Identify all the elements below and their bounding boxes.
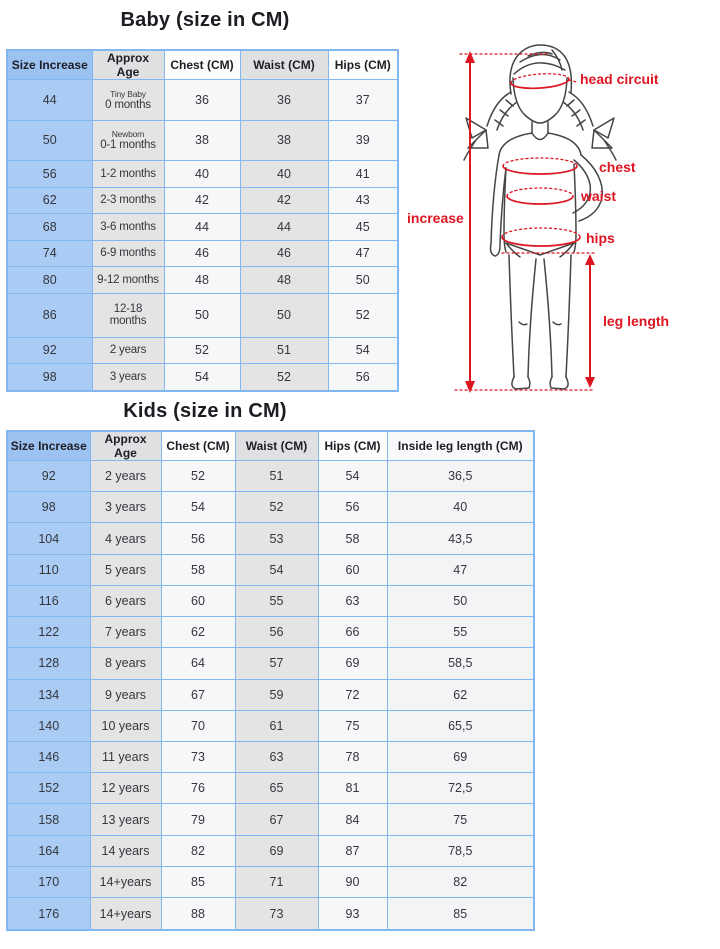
kids-table-title: Kids (size in CM): [123, 400, 287, 422]
label-chest: chest: [599, 159, 636, 175]
table-row: [7, 523, 534, 554]
column-header-approx-age: Approx Age: [90, 431, 161, 461]
chest-cell: 40: [164, 161, 240, 187]
table-row: [7, 617, 534, 648]
age-cell: 7 years: [90, 617, 161, 648]
size-cell: 176: [7, 898, 90, 930]
column-header-inside-leg: Inside leg length (CM): [387, 431, 534, 461]
chest-cell: 60: [161, 585, 235, 616]
size-cell: 104: [7, 523, 90, 554]
age-cell: 14+years: [90, 866, 161, 897]
waist-cell: 63: [235, 741, 318, 772]
age-value: 0 months: [105, 98, 151, 111]
hips-cell: 72: [318, 679, 387, 710]
inside-leg-cell: 78,5: [387, 835, 534, 866]
inside-leg-cell: 62: [387, 679, 534, 710]
column-header-waist: Waist (CM): [240, 50, 328, 80]
hips-cell: 54: [318, 461, 387, 492]
table-row: [7, 80, 398, 121]
label-increase: increase: [407, 210, 464, 226]
table-row: [7, 585, 534, 616]
baby-header-row: [7, 50, 398, 80]
size-cell: 56: [7, 161, 92, 187]
chest-cell: 73: [161, 741, 235, 772]
age-cell: 8 years: [90, 648, 161, 679]
chest-cell: 54: [161, 492, 235, 523]
size-cell: 50: [7, 120, 92, 161]
column-header-chest: Chest (CM): [161, 431, 235, 461]
column-header-hips: Hips (CM): [328, 50, 398, 80]
chest-cell: 38: [164, 120, 240, 161]
age-cell: 9 years: [90, 679, 161, 710]
table-row: [7, 710, 534, 741]
hips-cell: 37: [328, 80, 398, 121]
chest-cell: 36: [164, 80, 240, 121]
size-cell: 98: [7, 364, 92, 391]
waist-cell: 56: [235, 617, 318, 648]
table-row: [7, 337, 398, 363]
waist-cell: 73: [235, 898, 318, 930]
label-waist: waist: [581, 188, 617, 204]
size-cell: 98: [7, 492, 90, 523]
chest-cell: 52: [164, 337, 240, 363]
age-cell: 2 years: [90, 461, 161, 492]
hips-cell: 63: [318, 585, 387, 616]
size-cell: 110: [7, 554, 90, 585]
age-cell: 6 years: [90, 585, 161, 616]
age-cell: 14+years: [90, 898, 161, 930]
label-head-circuit: head circuit: [580, 71, 659, 87]
age-cell: 12-18 months: [92, 293, 164, 337]
table-row: [7, 492, 534, 523]
chest-cell: 50: [164, 293, 240, 337]
table-row: [7, 293, 398, 337]
table-row: [7, 679, 534, 710]
chest-cell: 62: [161, 617, 235, 648]
column-header-waist: Waist (CM): [235, 431, 318, 461]
size-cell: 68: [7, 214, 92, 240]
measurement-diagram: [402, 36, 717, 401]
hips-cell: 90: [318, 866, 387, 897]
table-row: [7, 741, 534, 772]
waist-cell: 61: [235, 710, 318, 741]
waist-cell: 65: [235, 773, 318, 804]
column-header-hips: Hips (CM): [318, 431, 387, 461]
waist-cell: 51: [235, 461, 318, 492]
inside-leg-cell: 50: [387, 585, 534, 616]
size-cell: 92: [7, 461, 90, 492]
chest-cell: 56: [161, 523, 235, 554]
chest-cell: 52: [161, 461, 235, 492]
age-cell: 11 years: [90, 741, 161, 772]
girl-line-art: [464, 45, 616, 389]
waist-cell: 42: [240, 187, 328, 213]
waist-cell: 52: [240, 364, 328, 391]
waist-cell: 53: [235, 523, 318, 554]
inside-leg-cell: 55: [387, 617, 534, 648]
column-header-chest: Chest (CM): [164, 50, 240, 80]
waist-cell: 59: [235, 679, 318, 710]
measurement-annotations: [455, 54, 594, 390]
table-row: [7, 866, 534, 897]
hips-cell: 45: [328, 214, 398, 240]
size-cell: 146: [7, 741, 90, 772]
chest-cell: 58: [161, 554, 235, 585]
waist-cell: 50: [240, 293, 328, 337]
hips-cell: 39: [328, 120, 398, 161]
age-note: Tiny Baby: [110, 88, 146, 99]
table-row: [7, 267, 398, 293]
inside-leg-cell: 72,5: [387, 773, 534, 804]
waist-cell: 44: [240, 214, 328, 240]
age-cell: 4 years: [90, 523, 161, 554]
size-cell: 92: [7, 337, 92, 363]
chest-cell: 88: [161, 898, 235, 930]
hips-cell: 69: [318, 648, 387, 679]
age-cell: [92, 120, 164, 161]
table-row: [7, 240, 398, 266]
chest-cell: 46: [164, 240, 240, 266]
chest-cell: 44: [164, 214, 240, 240]
size-cell: 128: [7, 648, 90, 679]
table-row: [7, 187, 398, 213]
age-cell: 3-6 months: [92, 214, 164, 240]
age-cell: 13 years: [90, 804, 161, 835]
waist-cell: 69: [235, 835, 318, 866]
size-cell: 140: [7, 710, 90, 741]
table-row: [7, 554, 534, 585]
column-header-approx-age: Approx Age: [92, 50, 164, 80]
age-cell: 2-3 months: [92, 187, 164, 213]
waist-cell: 71: [235, 866, 318, 897]
age-cell: 2 years: [92, 337, 164, 363]
waist-cell: 51: [240, 337, 328, 363]
chest-cell: 54: [164, 364, 240, 391]
waist-cell: 38: [240, 120, 328, 161]
waist-cell: 36: [240, 80, 328, 121]
hips-cell: 93: [318, 898, 387, 930]
column-header-size-increase: Size Increase: [7, 431, 90, 461]
column-header-size-increase: Size Increase: [7, 50, 92, 80]
chest-cell: 67: [161, 679, 235, 710]
hips-cell: 47: [328, 240, 398, 266]
chest-cell: 64: [161, 648, 235, 679]
inside-leg-cell: 40: [387, 492, 534, 523]
hips-cell: 52: [328, 293, 398, 337]
baby-table-title: Baby (size in CM): [120, 9, 290, 31]
waist-cell: 57: [235, 648, 318, 679]
size-cell: 80: [7, 267, 92, 293]
waist-cell: 55: [235, 585, 318, 616]
inside-leg-cell: 75: [387, 804, 534, 835]
kids-header-row: [7, 431, 534, 461]
table-row: [7, 120, 398, 161]
age-note: Newborn: [111, 129, 145, 140]
inside-leg-cell: 69: [387, 741, 534, 772]
waist-cell: 54: [235, 554, 318, 585]
hips-cell: 60: [318, 554, 387, 585]
age-cell: 3 years: [92, 364, 164, 391]
size-cell: 62: [7, 187, 92, 213]
chest-cell: 85: [161, 866, 235, 897]
age-cell: 12 years: [90, 773, 161, 804]
hips-cell: 58: [318, 523, 387, 554]
size-cell: 74: [7, 240, 92, 266]
age-cell: 1-2 months: [92, 161, 164, 187]
age-cell: 10 years: [90, 710, 161, 741]
age-cell: [92, 80, 164, 121]
size-cell: 152: [7, 773, 90, 804]
chest-cell: 79: [161, 804, 235, 835]
table-row: [7, 648, 534, 679]
hips-cell: 66: [318, 617, 387, 648]
age-cell: 6-9 months: [92, 240, 164, 266]
age-cell: 3 years: [90, 492, 161, 523]
chest-cell: 48: [164, 267, 240, 293]
table-row: [7, 835, 534, 866]
size-cell: 158: [7, 804, 90, 835]
size-cell: 170: [7, 866, 90, 897]
hips-cell: 75: [318, 710, 387, 741]
waist-cell: 46: [240, 240, 328, 266]
table-row: [7, 898, 534, 930]
hips-cell: 84: [318, 804, 387, 835]
hips-cell: 78: [318, 741, 387, 772]
chest-cell: 76: [161, 773, 235, 804]
hips-cell: 56: [318, 492, 387, 523]
size-cell: 116: [7, 585, 90, 616]
size-cell: 44: [7, 80, 92, 121]
hips-cell: 54: [328, 337, 398, 363]
size-cell: 134: [7, 679, 90, 710]
age-cell: 9-12 months: [92, 267, 164, 293]
waist-cell: 67: [235, 804, 318, 835]
age-cell: 5 years: [90, 554, 161, 585]
inside-leg-cell: 58,5: [387, 648, 534, 679]
waist-cell: 52: [235, 492, 318, 523]
chest-cell: 42: [164, 187, 240, 213]
size-cell: 164: [7, 835, 90, 866]
table-row: [7, 214, 398, 240]
hips-cell: 56: [328, 364, 398, 391]
size-cell: 86: [7, 293, 92, 337]
table-row: [7, 773, 534, 804]
kids-size-table: [6, 430, 535, 931]
inside-leg-cell: 36,5: [387, 461, 534, 492]
baby-size-table: [6, 49, 399, 392]
hips-cell: 41: [328, 161, 398, 187]
table-row: [7, 364, 398, 391]
inside-leg-cell: 85: [387, 898, 534, 930]
size-cell: 122: [7, 617, 90, 648]
waist-cell: 48: [240, 267, 328, 293]
age-cell: 14 years: [90, 835, 161, 866]
label-leg-length: leg length: [603, 313, 670, 329]
hips-cell: 81: [318, 773, 387, 804]
inside-leg-cell: 43,5: [387, 523, 534, 554]
hips-cell: 50: [328, 267, 398, 293]
waist-cell: 40: [240, 161, 328, 187]
inside-leg-cell: 65,5: [387, 710, 534, 741]
chest-cell: 70: [161, 710, 235, 741]
hips-cell: 43: [328, 187, 398, 213]
inside-leg-cell: 82: [387, 866, 534, 897]
table-row: [7, 161, 398, 187]
hips-cell: 87: [318, 835, 387, 866]
table-row: [7, 804, 534, 835]
age-value: 0-1 months: [100, 139, 156, 152]
chest-cell: 82: [161, 835, 235, 866]
table-row: [7, 461, 534, 492]
label-hips: hips: [586, 230, 615, 246]
inside-leg-cell: 47: [387, 554, 534, 585]
